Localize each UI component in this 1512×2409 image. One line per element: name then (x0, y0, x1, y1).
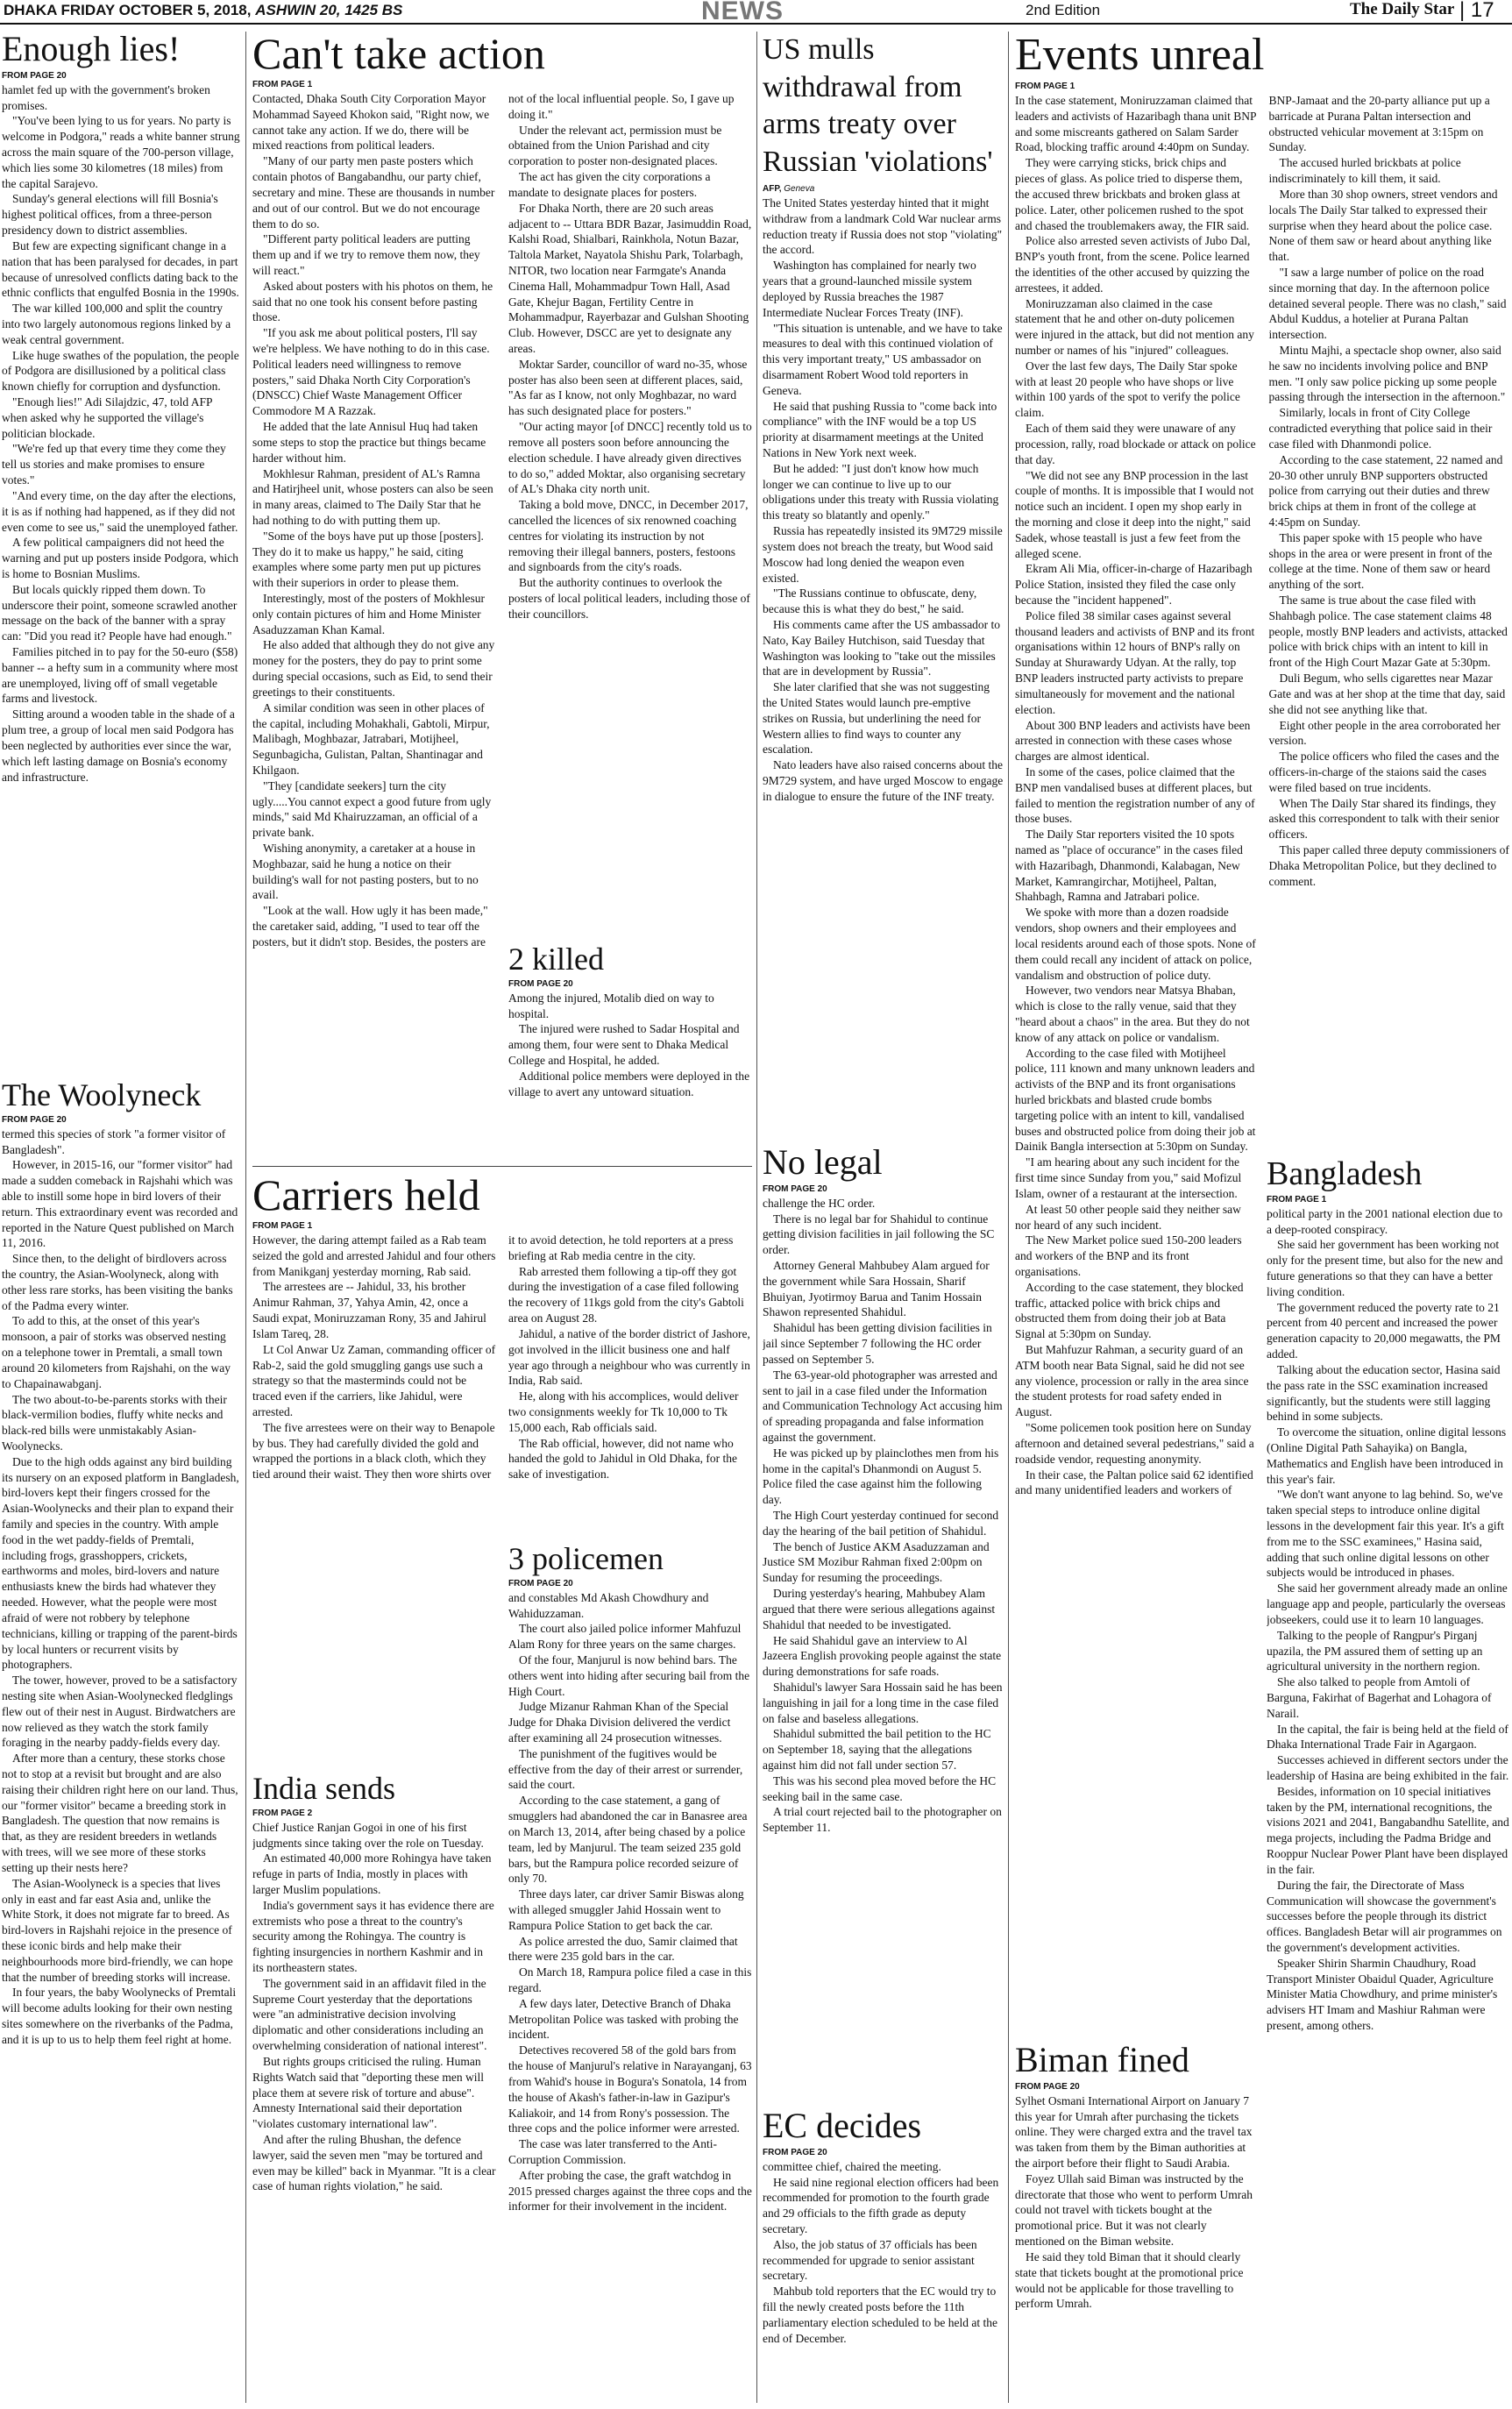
paragraph: Besides, information on 10 special initiatives taken by the PM, international recognitions, the visions 2021 and 2041, Bangabandhu Satellite, and mega projects, including the Padma Bridge and Rooppur Nuclear Power Plant have been displayed in the fair. (1267, 1784, 1509, 1876)
paragraph: He said they told Biman that it should clearly state that tickets bought at the promotional price would not be applicable for those travelling to perform Umrah. (1015, 2249, 1244, 2311)
paragraph: However, the daring attempt failed as a Rab team seized the gold and arrested Jahidul and four others from Manikganj yesterday morning, Rab said. (252, 1233, 496, 1278)
article-body (252, 1820, 496, 2195)
paragraph: But he added: "I just don't know how much longer we can continue to live up to our obligations under this treaty with Russia violating this treaty so blatantly and openly." (763, 461, 999, 522)
paragraph: The court also jailed police informer Mahfuzul Alam Rony for three years on the same charges. (508, 1622, 742, 1652)
headline: Bangladesh (1267, 1157, 1423, 1192)
headline: The Woolyneck (2, 1079, 202, 1112)
paragraph: "Our acting mayor [of DNCC] recently told us to remove all posters soon before announcing the election schedule. I have already given directives to do so," added Moktar, also organising secretary of AL's Dhaka city north unit. (508, 420, 752, 496)
jump-line: FROM PAGE 20 (1015, 2081, 1080, 2092)
paragraph: Mokhlesur Rahman, president of AL's Ramna and Hatirjheel unit, whose posters can also be seen in many areas, claimed to The Daily Star that he had nothing to do with putting them up. (252, 466, 493, 527)
jump-line: FROM PAGE 2 (252, 1808, 313, 1818)
paragraph: Additional police members were deployed in the village to avert any untoward situation. (508, 1069, 750, 1098)
paragraph: "I saw a large number of police on the road since morning that day. In the afternoon police detained several people. There was no clash," said Abdul Kuddus, a hotelier at Purana Paltan intersection. (1268, 265, 1507, 342)
paragraph: The government said in an affidavit filed in the Supreme Court yesterday that the deportations were "an administrative decision involving diplomatic and other considerations including an overwhelming consideration of national interest". (252, 1976, 487, 2053)
article-body (252, 91, 752, 956)
date-text: DHAKA FRIDAY OCTOBER 5, 2018, (4, 2, 252, 18)
paragraph: "And every time, on the day after the elections, it is as if nothing had happened, as if they did not even come to see us," said the unemployed father. (2, 488, 238, 534)
paragraph: "They [candidate seekers] turn the city ugly.....You cannot expect a good future from ugly minds," said Md Khairuzzaman, an official of a private bank. (252, 778, 492, 840)
article-3-policemen (508, 1543, 752, 2409)
paragraph: But rights groups criticised the ruling. Human Rights Watch said that "deporting these men will place them at severe risk of torture and abuse". Amnesty International said their deportation "violates customary international law". (252, 2054, 485, 2131)
paragraph: But locals quickly ripped them down. To underscore their point, someone scrawled another message on the back of the banner with a spray can: "Did you read it? People have had enough." (2, 582, 238, 643)
paragraph: "Different party political leaders are putting them up and if we try to remove them now, they will react." (252, 232, 480, 277)
paragraph: Detectives recovered 58 of the gold bars from the house of Manjurul's relative in Narayanganj, 63 from Wahid's house in Bogura's Sonatola, 14 from the house of Akash's father-in-law in Gazipur's Kaliakoir, and 14 from Rony's possession. The three cops and the police informer were arrested. (508, 2043, 752, 2135)
paragraph: The High Court yesterday continued for second day the hearing of the bail petition of Shahidul. (763, 1509, 999, 1538)
paragraph: She also talked to people from Amtoli of Barguna, Fakirhat of Bagerhat and Lohagora of Narail. (1267, 1675, 1492, 1720)
paragraph: Also, the job status of 37 officials has been recommended for upgrade to senior assistant secretary. (763, 2237, 977, 2283)
paragraph: committee chief, chaired the meeting. (763, 2159, 941, 2173)
paragraph: Wishing anonymity, a caretaker at a house in Moghbazar, said he hung a notice on their building's wall for not pasting posters, but to no avail. (252, 842, 479, 902)
paragraph: "Look at the wall. How ugly it has been made," the caretaker said, adding, "I used to tear off the posters, but it didn't stop. Besides, the posters are not of the local influential people. So, I gave up doing it." (252, 92, 735, 949)
headline: EC decides (763, 2108, 922, 2145)
paragraph: Moniruzzaman also claimed in the case statement that he and other on-duty policemen were injured in the attack, but did not mention any number or names of his "injured" colleagues. (1015, 296, 1254, 358)
paragraph: Eight other people in the area corroborated her version. (1268, 718, 1501, 748)
column-rule (245, 32, 246, 2403)
headline: Enough lies! (2, 32, 181, 68)
paragraph: At least 50 other people said they neither saw nor heard of any such incident. (1015, 1202, 1241, 1232)
paragraph: On March 18, Rampura police filed a case in this regard. (508, 1965, 752, 1995)
paragraph: The arrestees are -- Jahidul, 33, his brother Animur Rahman, 37, Yahya Amin, 42, once a Saudi expat, Moniruzzaman Rony, 35 and Jahirul Islam Tareq, 28. (252, 1280, 486, 1340)
byline-agency: AFP, (763, 184, 782, 194)
paragraph: However, two vendors near Matsya Bhaban, which is close to the rally venue, said that they "heard about a chaos" in the area. But they do not know of any attack on police or vandalism. (1015, 984, 1250, 1044)
paragraph: The two about-to-be-parents storks with their black-vermilion bodies, fluffy white necks and black-red bills were unmistakably Asian-Woolynecks. (2, 1392, 227, 1453)
masthead (0, 0, 1512, 25)
paragraph: Families pitched in to pay for the 50-euro ($58) banner -- a hefty sum in a community where most are unemployed, living off of small vegetable farms and livestock. (2, 645, 238, 706)
paragraph: He said that pushing Russia to "come back into compliance" with the INF would be a top US priority at disarmament meetings at the United Nations in New York next week. (763, 399, 997, 459)
paragraph: Judge Mizanur Rahman Khan of the Special Judge for Dhaka Division delivered the verdict after examining all 24 prosecution witnesses. (508, 1700, 731, 1745)
paragraph: Sylhet Osmani International Airport on January 7 this year for Umrah after purchasing the tickets online. They were charged extra and the travel tax was taken from them by the Biman authorities at the airport before their flight to Saudi Arabia. (1015, 2093, 1253, 2171)
headline: Biman fined (1015, 2043, 1189, 2079)
paragraph: Nato leaders have also raised concerns about the 9M729 system, and have urged Moscow to engage in dialogue to ensure the future of the INF treaty. (763, 758, 1004, 803)
paragraph: The injured were rushed to Sadar Hospital and among them, four were sent to Dhaka Medical College and Hospital, he added. (508, 1022, 740, 1067)
headline: US mulls withdrawal from arms treaty over Russian 'violations' (763, 33, 993, 178)
paragraph: Rab arrested them following a tip-off they got during the investigation of a case filed following the recovery of 11kgs gold from the city's Gabtoli area on August 28. (508, 1264, 744, 1325)
jump-line: FROM PAGE 20 (2, 1114, 67, 1125)
paragraph: Taking a bold move, DNCC, in December 2017, cancelled the licences of six renowned coaching centres for violating its instruction by not removing their illegal banners, posters, festoons and signboards from the city's roads. (508, 498, 749, 574)
paragraph: and constables Md Akash Chowdhury and Wahiduzzaman. (508, 1590, 709, 1620)
paragraph: There is no legal bar for Shahidul to continue getting division facilities in jail following the SC order. (763, 1212, 995, 1257)
jump-line: FROM PAGE 20 (508, 978, 573, 989)
paragraph: After probing the case, the graft watchdog in 2015 pressed charges against the three cops and the informer for their involvement in the incident. (508, 2168, 752, 2214)
paragraph: Shahidul has been getting division facilities in jail since September 7 following the HC order passed on September 5. (763, 1321, 992, 1366)
paragraph: The same is true about the case filed with Shahbagh police. The case statement claims 48 people, mostly BNP leaders and activists, attacked police with brick chips with an intent to kill in front of the High Court Mazar Gate at 5:30pm. (1268, 593, 1508, 670)
paragraph: The bench of Justice AKM Asaduzzaman and Justice SM Mozibur Rahman fixed 2:00pm on Sunday for resuming the proceedings. (763, 1539, 990, 1585)
dateline (4, 2, 402, 19)
article-body (763, 2159, 1004, 2347)
article-body (763, 195, 1004, 805)
headline: Carriers held (252, 1173, 480, 1219)
paragraph: Talking to the people of Rangpur's Pirganj upazila, the PM assured them of setting up an agricultural university in the northern region. (1267, 1628, 1483, 1674)
paragraph: A trial court rejected bail to the photographer on September 11. (763, 1805, 1002, 1835)
article-body (1015, 2093, 1259, 2312)
paragraph: A similar condition was seen in other places of the capital, including Mohakhali, Gabtoli, Mirpur, Malibagh, Moghbazar, Jatrabari, Motijheel, Segunbagicha, Gulistan, Paltan, Shantinagar and Khilgaon. (252, 700, 490, 777)
headline: 3 policemen (508, 1543, 664, 1576)
paragraph: Shahidul submitted the bail petition to the HC on September 18, saying that the allegations against him did not fall under section 57. (763, 1727, 991, 1773)
paragraph: Sunday's general elections will fill Bosnia's highest political offices, from a three-person presidency down to district assemblies. (2, 192, 218, 238)
section-rule (252, 1166, 752, 1167)
paragraph: Foyez Ullah said Biman was instructed by the directorate that those who went to perform Umrah could not travel with tickets bought at the promotional price. But it was not clearly mentioned on the Biman website. (1015, 2171, 1253, 2249)
paragraph: An estimated 40,000 more Rohingya have taken refuge in parts of India, mostly in places with larger Muslim populations. (252, 1851, 492, 1896)
paragraph: "Enough lies!" Adi Silajdzic, 47, told AFP when asked why he supported the village's politician blockade. (2, 395, 213, 440)
article-body (508, 991, 752, 1100)
jump-line: FROM PAGE 1 (252, 80, 313, 89)
article-body (508, 1590, 752, 2215)
paragraph: For Dhaka North, there are 20 such areas adjacent to -- Uttara BDR Bazar, Jasimuddin Road, Kalshi Road, Shialbari, Rainkhola, Notun Bazar, Taltola Market, Nayatola Shishu Park, Tolarbagh, NITOR, two location near Farmgate's Ananda Cinema Hall, Mohammadpur Town Hall, Asad Gate, Khejur Bagan, Fertility Centre in Mohammadpur, Rayerbazar and Gulshan Shooting Club. However, DSCC are yet to designate any areas. (508, 201, 752, 355)
paragraph: They were carrying sticks, brick chips and pieces of glass. As police tried to disperse them, the accused threw brickbats and broken glass at police. Later, other policemen rushed to the spot and chased the troublemakers away, the FIR said. (1015, 156, 1250, 232)
paragraph: She later clarified that she was not suggesting the United States would launch pre-emptive strikes on Russia, but underlining the need for Western allies to find ways to counter any escalation. (763, 680, 990, 757)
paragraph: As police arrested the duo, Samir claimed that there were 235 gold bars in the car. (508, 1934, 738, 1964)
paragraph: Moktar Sarder, councillor of ward no-35, whose poster has also been seen at different places, said, "As far as I know, not only Moghbazar, no ward has such designated place for posters." (508, 357, 748, 418)
paragraph: Lt Col Anwar Uz Zaman, commanding officer of Rab-2, said the gold smuggling gangs use such a strategy so that the masterminds could not be traced even if the carriers, like Jahidul, were arrested. (252, 1342, 496, 1418)
byline-place: Geneva (784, 184, 815, 194)
paragraph: A few days later, Detective Branch of Dhaka Metropolitan Police was tasked with probing the incident. (508, 1996, 739, 2042)
article-biman-fined (1015, 2043, 1259, 2409)
paragraph: However, in 2015-16, our "former visitor" had made a sudden comeback in Rajshahi which was able to instill some hope in bird lovers of their return. This extraordinary event was recorded and reported in the Nature Quest published on March 11, 2016. (2, 1158, 238, 1250)
paragraph: Of the four, Manjurul is now behind bars. The others went into hiding after securing bail from the High Court. (508, 1652, 750, 1698)
paragraph: But few are expecting significant change in a nation that has been paralysed for decades, in part because of unresolved conflicts dating back to the ethnic conflicts that engulfed Bosnia in the 1990s. (2, 238, 239, 300)
paragraph: Among the injured, Motalib died on way to hospital. (508, 991, 714, 1020)
paragraph: In their case, the Paltan police said 62 identified and many unidentified leaders and workers of BNP-Jamaat and the 20-party alliance put up a barricade at Purana Paltan intersection and obstructed vehicular movement at 3:15pm on Sunday. (1015, 94, 1490, 1497)
paragraph: In the case statement, Moniruzzaman claimed that leaders and activists of Hazaribagh thana unit BNP and some miscreants gathered on Salam Sarder Road, blocking traffic around 4:40pm on Sunday. (1015, 94, 1257, 154)
paragraph: In the capital, the fair is being held at the field of Dhaka International Trade Fair in Agargaon. (1267, 1722, 1508, 1752)
paragraph: "The Russians continue to obfuscate, deny, because this is what they do best," he said. (763, 586, 977, 616)
paragraph: This was his second plea moved before the HC seeking bail in the same case. (763, 1773, 997, 1803)
paragraph: Like huge swathes of the population, the people of Podgora are disillusioned by a political class known chiefly for corruption and dysfunction. (2, 348, 239, 394)
paper-logo: The Daily Star (1350, 0, 1455, 18)
paragraph: "We don't want anyone to lag behind. So, we've taken special steps to introduce online digital lessons in the development fair this year. It's a gift from me to the SSC examinees," Hasina said, adding that such online digital lessons on other subjects would be introduced in phases. (1267, 1488, 1504, 1580)
article-ec-decides (763, 2108, 1004, 2409)
article-body (2, 1126, 240, 2048)
paragraph: Speaker Shirin Sharmin Chaudhury, Road Transport Minister Obaidul Quader, Agriculture Minister Matia Chowdhury, and prime minister's advisers HT Imam and Mashiur Rahman were present, among others. (1267, 1956, 1498, 2032)
jump-line: FROM PAGE 20 (763, 1183, 827, 1194)
paragraph: This paper spoke with 15 people who have shops in the area or were present in front of the college at the time. None of them saw or heard anything of the sort. (1268, 530, 1493, 592)
paragraph: "Some policemen took position here on Sunday afternoon and detained several pedestrians," said a roadside vendor, requesting anonymity. (1015, 1421, 1254, 1466)
paragraph: To overcome the situation, online digital lessons (Online Digital Path Sahayika) on Bangla, Mathematics and English have been introduced in this year's fair. (1267, 1425, 1507, 1486)
paragraph: But the authority continues to overlook the posters of local political leaders, including those of their councillors. (508, 576, 750, 621)
paragraph: Police also arrested seven activists of Jubo Dal, BNP's youth front, from the scene. Police learned the identities of the other accused by quizzing the arrestees, it added. (1015, 234, 1251, 295)
paragraph: Shahidul's lawyer Sara Hossain said he has been languishing in jail for a long time in the case filed on false and baseless allegations. (763, 1680, 1003, 1725)
paragraph: The five arrestees were on their way to Benapole by bus. They had carefully divided the gold and wrapped the portions in a black cloth, which they tied around their waist. They then wore shirts over it to avoid detection, he told reporters at a press briefing at Rab media centre in the city. (252, 1233, 734, 1482)
paragraph: During the fair, the Directorate of Mass Communication will showcase the government's successes before the people through its district offices. Bangladesh Betar will air programmes on the government's development activities. (1267, 1878, 1502, 1954)
paragraph: "Some of the boys have put up those [posters]. They do it to make us happy," he said, citing examples where some party men put up pictures with their superiors in order to please them. (252, 529, 484, 590)
paragraph: According to the case filed with Motijheel police, 111 known and many unknown leaders and activists of the BNP and its front organisations hurled brickbats and blasted crude bombs targeting police with an intent to kill, vandalised buses and obstructed police from doing their job at Dainik Bangla intersection at 5:30pm on Sunday. (1015, 1046, 1256, 1154)
section-name: NEWS (701, 0, 784, 25)
paragraph: "We're fed up that every time they come they tell us stories and make promises to ensure votes." (2, 442, 226, 487)
paragraph: Washington has complained for nearly two years that a ground-launched missile system deployed by Russia breaches the 1987 Intermediate Nuclear Forces Treaty (INF). (763, 259, 976, 319)
paragraph: Talking about the education sector, Hasina said the pass rate in the SSC examination increased significantly, but the students were still lagging behind in some subjects. (1267, 1362, 1501, 1424)
paragraph: He, along with his accomplices, would deliver two consignments weekly for Tk 10,000 to Tk 15,000 each, Rab officials said. (508, 1389, 739, 1434)
paragraph: He said nine regional election officers had been recommended for promotion to the fourth grade and 29 officials to the fifth grade as deputy secretary. (763, 2175, 999, 2236)
paragraph: Three days later, car driver Samir Biswas along with alleged smuggler Jahid Hossain went to Rampura Police Station to get back the car. (508, 1887, 744, 1932)
headline: No legal (763, 1145, 883, 1182)
paragraph: political party in the 2001 national election due to a deep-rooted conspiracy. (1267, 1206, 1503, 1236)
paragraph: She said her government has been working not only for the present time, but also for the new and future generations so that they can have a better living condition. (1267, 1238, 1503, 1298)
paragraph: The Daily Star reporters visited the 10 spots named as "place of occurance" in the cases filed with Hazaribagh, Dhanmondi, Kalabagan, New Market, Kamrangirchar, Motijheel, Paltan, Shahbagh, Ramna and Jatrabari police. (1015, 828, 1243, 904)
article-body (1267, 1206, 1510, 2034)
article-us-mulls (763, 32, 1004, 1145)
paragraph: About 300 BNP leaders and activists have been arrested in connection with these cases whose charges are almost identical. (1015, 718, 1251, 764)
paragraph: This paper called three deputy commissioners of Dhaka Metropolitan Police, but they declined to comment. (1268, 843, 1509, 888)
article-cant-take-action (252, 32, 752, 956)
paragraph: Mahbub told reporters that the EC would try to fill the newly created posts before the 11th parliamentary election scheduled to be held at the end of December. (763, 2285, 998, 2345)
paragraph: Chief Justice Ranjan Gogoi in one of his first judgments since taking over the role on Tuesday. (252, 1820, 484, 1850)
paragraph: hamlet fed up with the government's broken promises. (2, 82, 210, 112)
edition-label: 2nd Edition (1026, 2, 1101, 18)
paragraph: Successes achieved in different sectors under the leadership of Hasina are being exhibited in the fair. (1267, 1753, 1509, 1782)
paragraph: To add to this, at the onset of this year's monsoon, a pair of storks was observed nesting on a telephone tower in Premtali, a small town around 20 kilometers from Rajshahi, on the way to Chapainawabganj. (2, 1314, 231, 1390)
paragraph: Contacted, Dhaka South City Corporation Mayor Mohammad Sayeed Khokon said, "Right now, we cannot take any action. If we do, there will be mixed reactions from political leaders. (252, 92, 490, 153)
paragraph: In some of the cases, police claimed that the BNP men vandalised buses at different places, but failed to mention the registration number of any of those buses. (1015, 764, 1255, 826)
article-carriers-held (252, 1173, 752, 1506)
column-rule (756, 32, 757, 2403)
article-bangladesh (1267, 1157, 1510, 2409)
paragraph: He also added that although they do not give any money for the posters, they do pay to print some during special occasions, such as Eid, to send their greetings to their constituents. (252, 638, 495, 699)
jump-line: FROM PAGE 20 (763, 2147, 827, 2157)
paragraph: Each of them said they were unaware of any procession, rally, road blockade or attack on police that day. (1015, 422, 1256, 466)
paragraph: But Mahfuzur Rahman, a security guard of an ATM booth near Bata Signal, said he did not see any violence, procession or rally in the area since the student protests for road safety ended in August. (1015, 1343, 1249, 1419)
article-body (2, 82, 240, 785)
headline: India sends (252, 1773, 395, 1806)
paragraph: India's government says it has evidence there are extremists who pose a threat to the country's security among the Rohingya. The country is fighting insurgencies in northern Kashmir and in its northeastern states. (252, 1898, 494, 1975)
paragraph: Over the last few days, The Daily Star spoke with at least 20 people who have shops or live within 100 yards of the spot to verify the police claim. (1015, 359, 1240, 420)
paragraph: Since then, to the delight of birdlovers across the country, the Asian-Woolyneck, along with other less rare storks, has been visiting the banks of the Padma every winter. (2, 1252, 233, 1312)
paragraph: The Asian-Woolyneck is a species that lives only in east and far east Asia and, unlike the White Stork, it does not migrate far to breed. As bird-lovers in Rajshahi rejoice in the presence of these iconic birds and help make their neighbourhoods more bird-friendly, we can hope that the number of breeding storks will increase. (2, 1876, 233, 1984)
paragraph: He was picked up by plainclothes men from his home in the capital's Dhanmondi on August 5. Police filed the case against him the following day. (763, 1446, 999, 1507)
paragraph: "We did not see any BNP procession in the last couple of months. It is impossible that I would not notice such an incident. I open my shop early in the morning and close it deep into the night," said Sadek, whose teastall is just a few feet from the alleged scene. (1015, 468, 1254, 560)
paragraph: "You've been lying to us for years. No party is welcome in Podgora," reads a white banner strung across the main square of the 700-person village, which lies some 30 kilometres (18 miles) from the capital Sarajevo. (2, 114, 240, 190)
paragraph: Asked about posters with his photos on them, he said that no one took his consent before pasting those. (252, 279, 493, 324)
paragraph: And after the ruling Bhushan, the defence lawyer, said the seven men "may be tortured and even may be killed" back in Myanmar. "It is a clear case of human rights violation," he said. (252, 2132, 496, 2193)
jump-line: FROM PAGE 20 (2, 70, 67, 81)
article-2-killed (508, 943, 752, 1162)
paragraph: "This situation is untenable, and we have to take measures to deal with this continued violation of this very important treaty," US ambassador on disarmament Robert Wood told reporters in Geneva. (763, 321, 1003, 397)
paragraph: More than 30 shop owners, street vendors and locals The Daily Star talked to expressed their surprise when they heard about the police case. None of them saw or heard about anything like that. (1268, 187, 1498, 264)
paragraph: The police officers who filed the cases and the officers-in-charge of the staions said the cases were filed based on true incidents. (1268, 750, 1500, 794)
paragraph: The government reduced the poverty rate to 21 percent from 40 percent and increased the power generation capacity to 20,000 megawatts, the PM added. (1267, 1300, 1501, 1361)
paragraph: The punishment of the fugitives would be effective from the day of their arrest or surrender, said the court. (508, 1746, 743, 1792)
paragraph: termed this species of stork "a former visitor of Bangladesh". (2, 1126, 226, 1156)
paragraph: A few political campaigners did not heed the warning and put up posters inside Podgora, which is home to Bosnian Muslims. (2, 536, 238, 580)
paragraph: Mintu Majhi, a spectacle shop owner, also said he saw no incidents involving police and BNP men. "I only saw police picking up some people passing through the intersection in the afternoon." (1268, 344, 1506, 404)
paragraph: Police filed 38 similar cases against several thousand leaders and activists of BNP and its front organisations within 12 hours of BNP's rally on Sunday at Shurawardy Udyan. At the rally, top BNP leaders instructed party activists to prepare simultaneously for movement and the national election. (1015, 608, 1255, 716)
paragraph: "I am hearing about any such incident for the first time since Sunday from you," said Mofizul Islam, owner of a restaurant at the intersection. (1015, 1155, 1242, 1200)
paragraph: The United States yesterday hinted that it might withdraw from a landmark Cold War nuclear arms reduction treaty if Russia does not stop "violating" the accord. (763, 196, 1003, 257)
page-number: | 17 (1459, 0, 1494, 22)
paragraph: Interestingly, most of the posters of Mokhlesur only contain pictures of him and Home Minister Asaduzzaman Khan Kamal. (252, 592, 485, 636)
jump-line: FROM PAGE 20 (508, 1578, 573, 1588)
paragraph: He added that the late Annisul Huq had taken some steps to stop the practice but things became harder without him. (252, 420, 486, 465)
jump-line: FROM PAGE 1 (1015, 82, 1075, 92)
headline: Events unreal (1015, 32, 1265, 80)
paragraph: The New Market police sued 150-200 leaders and workers of the BNP and its front organisations. (1015, 1233, 1242, 1278)
paragraph: The act has given the city corporations a mandate to designate places for posters. (508, 170, 711, 199)
paragraph: Attorney General Mahbubey Alam argued for the government while Sara Hossain, Sharif Bhuiyan, Jyotirmoy Barua and Tanim Hossain Shawon represented Shahidul. (763, 1259, 990, 1319)
paragraph: When The Daily Star shared its findings, they asked this correspondent to talk with their senior officers. (1268, 796, 1500, 842)
article-enough-lies (2, 32, 240, 1079)
paragraph: Sitting around a wooden table in the shade of a plum tree, a group of local men said Podgora has been neglected by authorities ever since the war, which left lasting damage on Bosnia's economy and infrastructure. (2, 707, 235, 784)
paragraph: Ekram Ali Mia, officer-in-charge of Hazaribagh Police Station, insisted they filed the case only because the "incident happened". (1015, 562, 1253, 608)
paragraph: According to the case statement, 22 named and 20-30 other unruly BNP supporters obstructed police from carrying out their duties and threw brick chips at them in front of the college at 4:45pm on Sunday. (1268, 452, 1503, 529)
paragraph: The tower, however, proved to be a satisfactory nesting site when Asian-Woolynecked fledglings flew out of their nest in August. Birdwatchers are now relieved as they watch the stork family foraging in the nearby paddy-fields every day. (2, 1674, 238, 1750)
paragraph: In four years, the baby Woolynecks of Premtali will become adults looking for their own nesting sites somewhere on the riverbanks of the Padma, and it is up to us to help them feel right at home. (2, 1986, 237, 2046)
bangla-date: ASHWIN 20, 1425 BS (255, 2, 403, 18)
paragraph: According to the case statement, they blocked traffic, attacked police with brick chips and obstructed them from doing their job at Bata Signal at 5:30pm on Sunday. (1015, 1280, 1244, 1341)
column-rule (1008, 32, 1009, 2403)
paragraph: The war killed 100,000 and split the country into two largely autonomous regions linked by a weak central government. (2, 302, 231, 346)
paragraph: Due to the high odds against any bird building its nursery on an exposed platform in Bangladesh, bird-lovers kept their fingers crossed for the Asian-Woolynecks and their plan to expand their family and species in the country. With ample food in the wet paddy-fields of Premtali, including frogs, grasshoppers, crickets, earthworms and moles, bird-lovers and nature enthusiasts knew the birds had whatever they needed. However, what the people were most afraid of were not robbery by telephone technicians, killing or trapping of the parent-birds by local hunters or recurrent visits by photographers. (2, 1454, 239, 1672)
paragraph: "If you ask me about political posters, I'll say we're helpless. We have nothing to do in this case. Political leaders need willingness to remove posters," said Dhaka North City Corporation's (DNSCC) Chief Waste Management Officer Commodore M A Razzak. (252, 326, 490, 418)
jump-line: FROM PAGE 1 (252, 1221, 313, 1231)
byline (763, 184, 1004, 194)
paragraph: She said her government already made an online language app and people, particularly the overseas jobseekers, could use it to learn 10 languages. (1267, 1581, 1508, 1626)
paragraph: The accused hurled brickbats at police indiscriminately to kill them, it said. (1268, 156, 1461, 186)
paragraph: We spoke with more than a dozen roadside vendors, shop owners and their employees and local residents around each of those spots. None of them could recall any incident of attack on police, vandalism and obstruction of police duty. (1015, 906, 1256, 982)
paragraph: Similarly, locals in front of City College contradicted everything that police said in their case filed with Dhanmondi police. (1268, 406, 1493, 451)
column-1 (2, 32, 240, 2405)
paragraph: Jahidul, a native of the border district of Jashore, got involved in the illicit business one and half year ago through a neighbour who was currently in India, Rab said. (508, 1326, 750, 1388)
article-no-legal (763, 1145, 1004, 2109)
headline: Can't take action (252, 32, 545, 78)
paragraph: The 63-year-old photographer was arrested and sent to jail in a case filed under the Information and Communication Technology Act accusing him of spreading propaganda and false information against the government. (763, 1368, 1003, 1444)
article-woolyneck (2, 1079, 240, 2403)
paragraph: Russia has repeatedly insisted its 9M729 missile system does not breach the treaty, but Wood said Moscow had long denied the weapon even existed. (763, 524, 1003, 585)
paragraph: His comments came after the US ambassador to Nato, Kay Bailey Hutchison, said Tuesday that Washington was looking to "take out the missiles that are in development by Russia". (763, 617, 1001, 679)
jump-line: FROM PAGE 1 (1267, 1194, 1327, 1204)
article-body (763, 1196, 1004, 1836)
headline: 2 killed (508, 943, 604, 977)
paragraph: "Many of our party men paste posters which contain photos of Bangabandhu, our party chief, secretary and mine. These are thousands in number and out of our control. But we do not encourage them to do so. (252, 154, 495, 231)
paragraph: After more than a century, these storks chose not to stop at a revisit but brought and are also raising their children right here on our land. Thus, our "former visitor" became a breeding stork in Bangladesh. The question that now remains is that, as they are resident breeders in wetlands with trees, will we see more of these storks setting up their nests here? (2, 1752, 238, 1874)
paragraph: The case was later transferred to the Anti-Corruption Commission. (508, 2137, 718, 2166)
article-india-sends (252, 1773, 496, 2409)
paragraph: According to the case statement, a gang of smugglers had abandoned the car in Banasree area on March 13, 2014, after being chased by a police team, led by Manjurul. The team seized 235 gold bars, but the Rampura police recorded seizure of only 70. (508, 1794, 748, 1886)
paragraph: He said Shahidul gave an interview to Al Jazeera English provoking people against the state during demonstrations for safe roads. (763, 1633, 1002, 1679)
paragraph: The Rab official, however, did not name who handed the gold to Jahidul in Old Dhaka, for the sake of investigation. (508, 1436, 737, 1482)
paragraph: Duli Begum, who sells cigarettes near Mazar Gate and was at her shop at the time that day, said she did not see anything like that. (1268, 672, 1506, 716)
article-body (252, 1233, 752, 1506)
paragraph: challenge the HC order. (763, 1196, 876, 1210)
paragraph: Under the relevant act, permission must be obtained from the Union Parishad and city corporation to poster non-designated places. (508, 123, 722, 168)
paragraph: During yesterday's hearing, Mahbubey Alam argued that there were serious allegations against Shahidul that needed to be investigated. (763, 1587, 996, 1631)
